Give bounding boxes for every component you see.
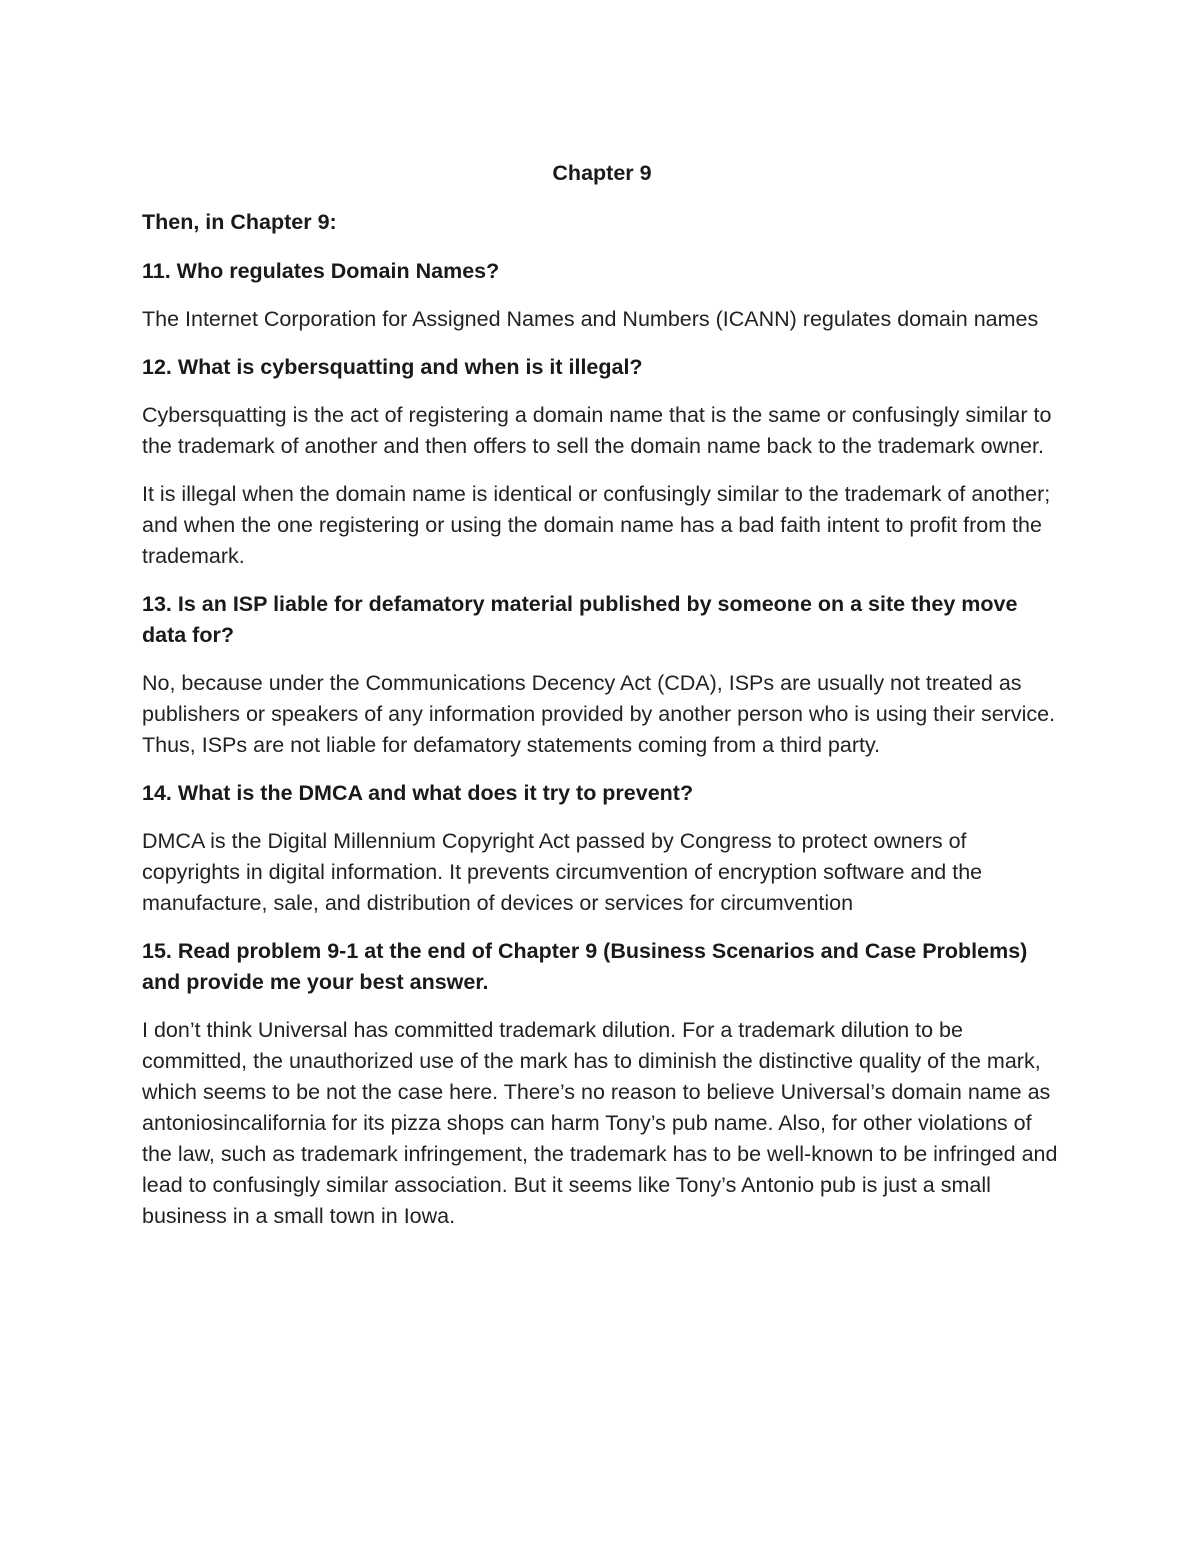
qa-list xyxy=(142,256,1062,1232)
question-heading: 13. Is an ISP liable for defamatory material published by someone on a site they move data for? xyxy=(142,592,1018,647)
answer-paragraph: No, because under the Communications Decency Act (CDA), ISPs are usually not treated as publishers or speakers of any information provided by another person who is using their service. Thus, ISPs are not liable for defamatory statements coming from a third party. xyxy=(142,671,1056,757)
document-content xyxy=(142,158,1062,1249)
question-heading: 14. What is the DMCA and what does it try to prevent? xyxy=(142,781,694,805)
answer-paragraph: It is illegal when the domain name is identical or confusingly similar to the trademark of another; and when the one registering or using the domain name has a bad faith intent to profit from the trademark. xyxy=(142,482,1051,568)
answer-paragraph: The Internet Corporation for Assigned Names and Numbers (ICANN) regulates domain names xyxy=(142,307,1039,331)
answer-paragraph: Cybersquatting is the act of registering a domain name that is the same or confusingly similar to the trademark of another and then offers to sell the domain name back to the trademark owner. xyxy=(142,403,1052,458)
answer-paragraph: I don’t think Universal has committed trademark dilution. For a trademark dilution to be committed, the unauthorized use of the mark has to diminish the distinctive quality of the mark, which seems to be not the case here. There’s no reason to believe Universal’s domain name as antoniosincalifornia for its pizza shops can harm Tony’s pub name. Also, for other violations of the law, such as trademark infringement, the trademark has to be well-known to be infringed and lead to confusingly similar association. But it seems like Tony’s Antonio pub is just a small business in a small town in Iowa. xyxy=(142,1018,1058,1228)
question-heading: 15. Read problem 9-1 at the end of Chapter 9 (Business Scenarios and Case Problems) and provide me your best answer. xyxy=(142,939,1028,994)
question-heading: 12. What is cybersquatting and when is it illegal? xyxy=(142,355,643,379)
question-heading: 11. Who regulates Domain Names? xyxy=(142,259,500,283)
page-title: Chapter 9 xyxy=(552,161,652,185)
answer-paragraph: DMCA is the Digital Millennium Copyright Act passed by Congress to protect owners of copyrights in digital information. It prevents circumvention of encryption software and the manufacture, sale, and distribution of devices or services for circumvention xyxy=(142,829,983,915)
intro-heading: Then, in Chapter 9: xyxy=(142,210,337,234)
